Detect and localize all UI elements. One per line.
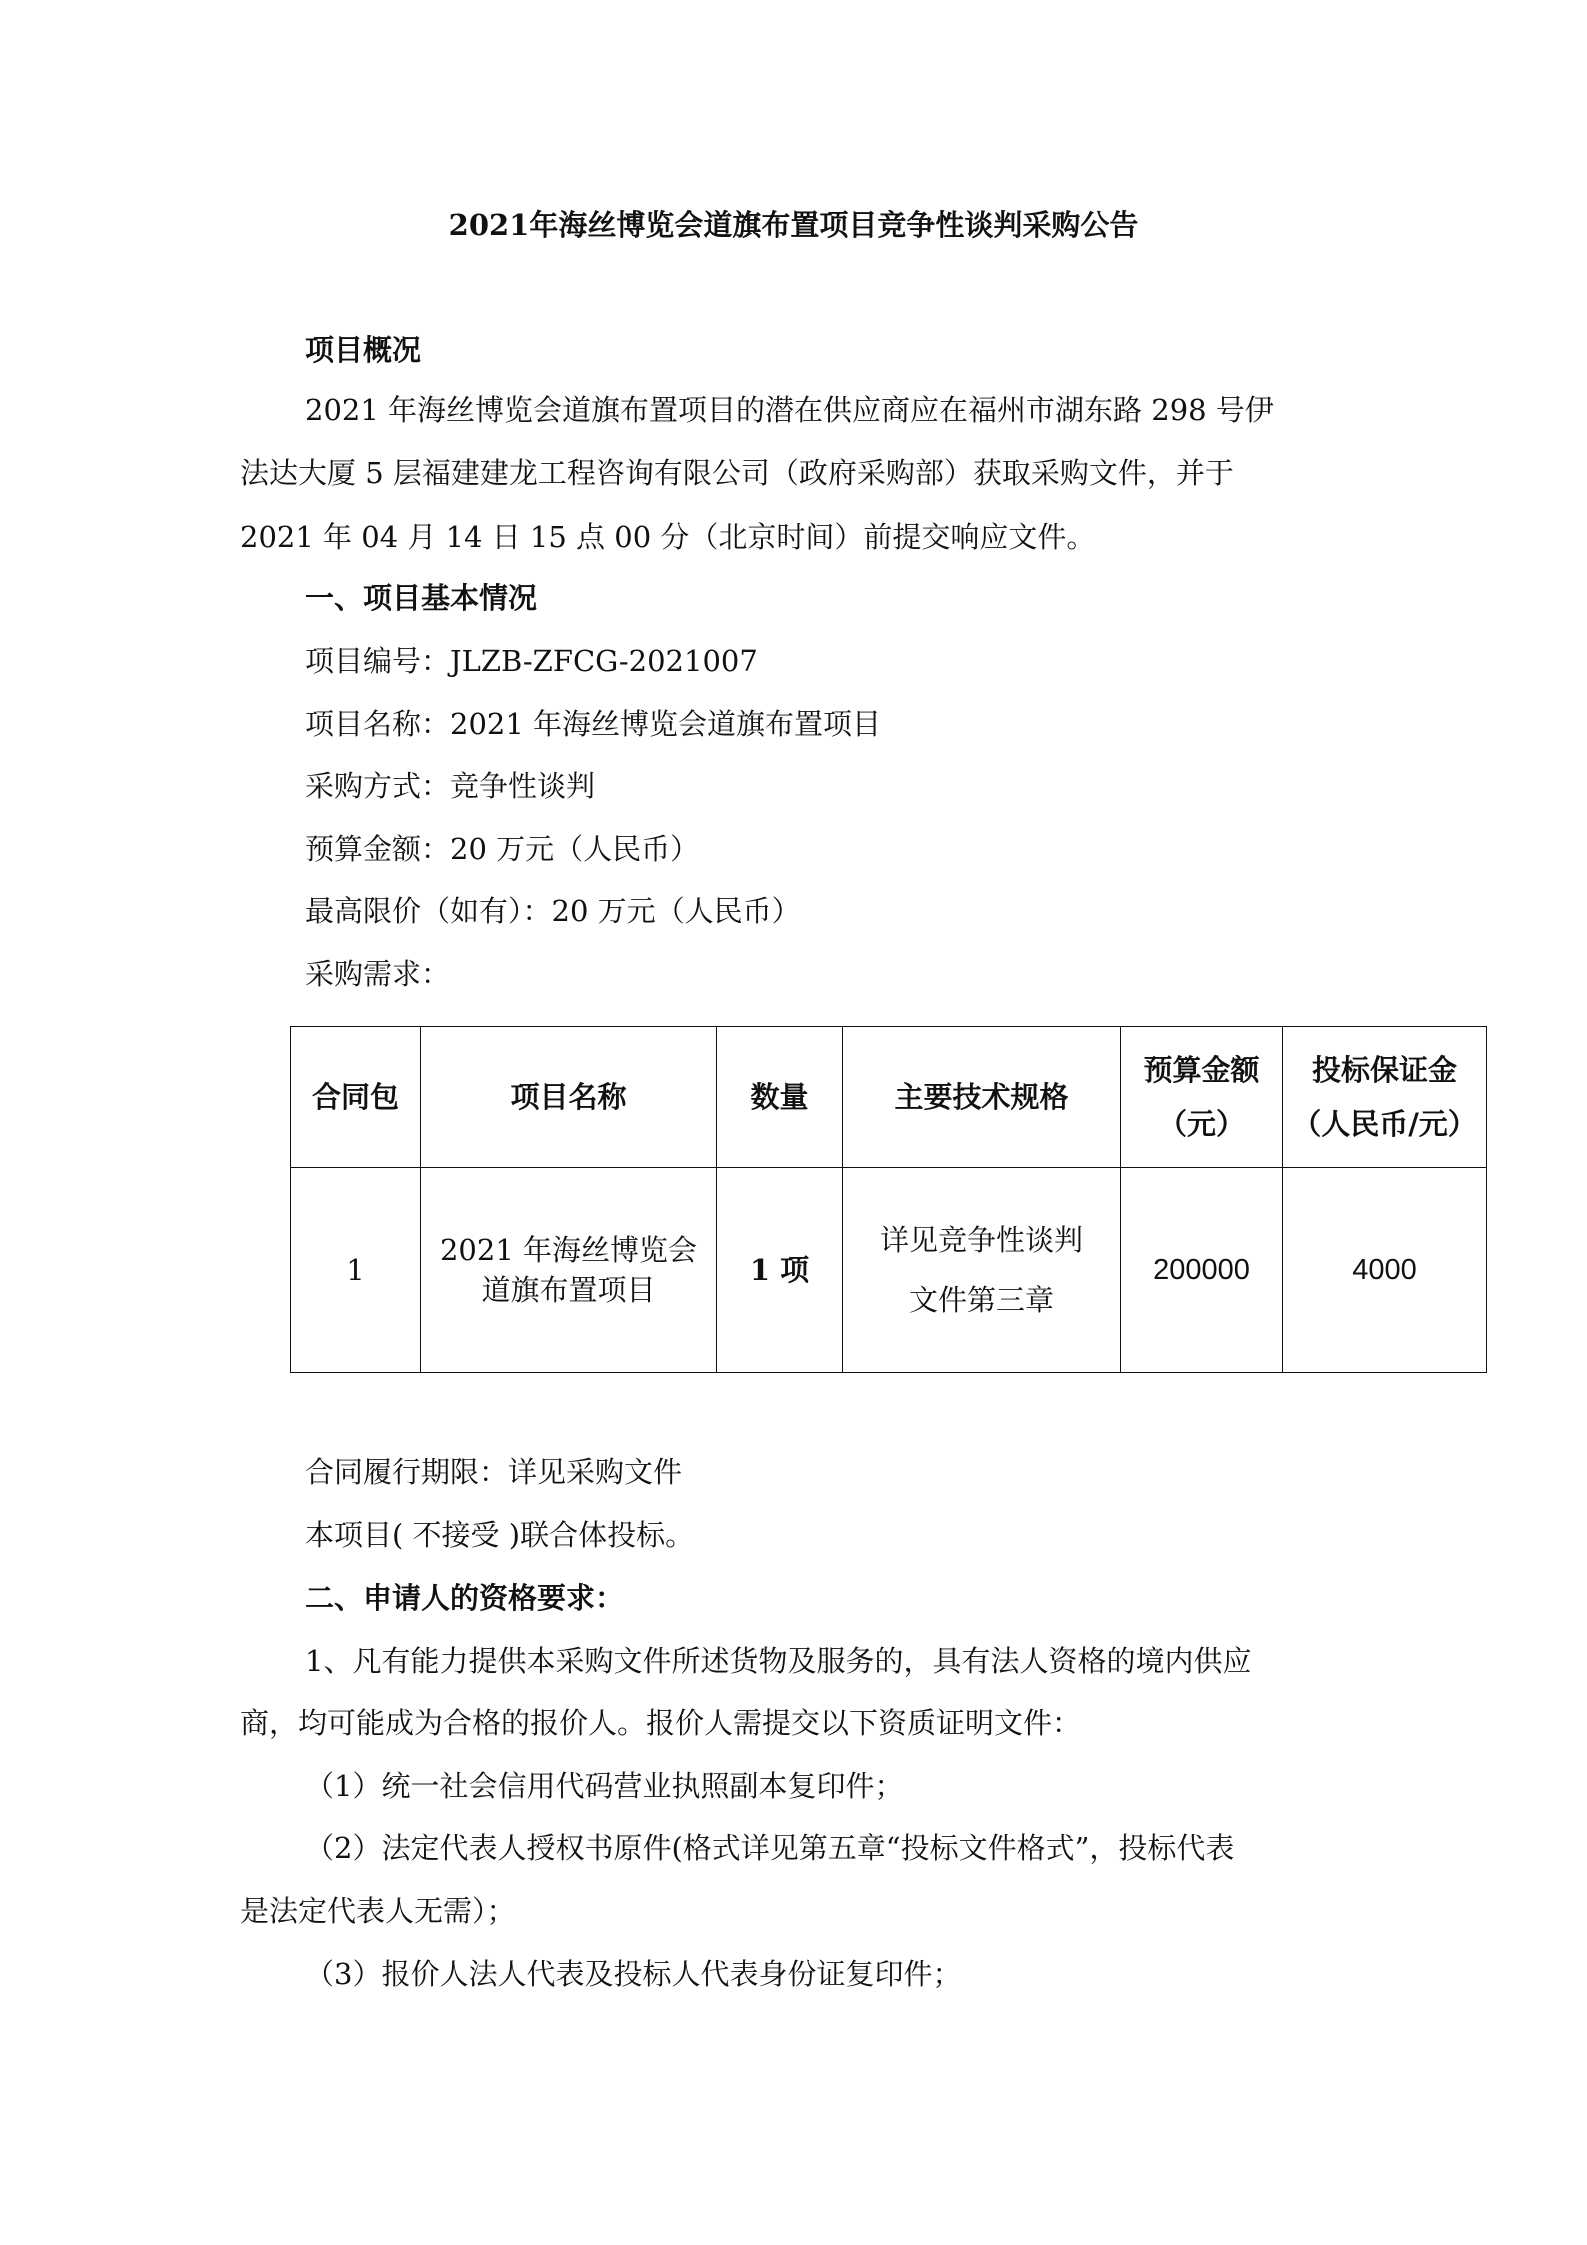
qualification-item-1: （1）统一社会信用代码营业执照副本复印件；: [305, 1769, 904, 1803]
cell-quantity: 1 项: [717, 1168, 843, 1373]
cell-budget: 200000: [1121, 1168, 1283, 1373]
qualification-item-2-line-2: 是法定代表人无需）；: [240, 1894, 516, 1928]
max-price: 最高限价（如有）：20 万元（人民币）: [305, 894, 801, 928]
cell-tech-spec-line-2: 文件第三章: [908, 1283, 1054, 1317]
section1-heading: 一、项目基本情况: [305, 581, 538, 615]
procurement-demand-label: 采购需求：: [305, 957, 451, 991]
qualification-item-2-line-1: （2）法定代表人授权书原件(格式详见第五章“投标文件格式”，投标代表: [305, 1831, 1235, 1865]
cell-project-name: [421, 1168, 717, 1373]
overview-heading: 项目概况: [305, 333, 422, 367]
header-budget-line-2: （元）: [1157, 1107, 1245, 1141]
cell-tech-spec-line-1: 详见竞争性谈判: [879, 1223, 1083, 1257]
qualification-line-2: 商，均可能成为合格的报价人。报价人需提交以下资质证明文件：: [240, 1706, 1082, 1740]
cell-package-number: 1: [291, 1168, 421, 1373]
header-contract-package: 合同包: [291, 1027, 421, 1168]
budget-amount: 预算金额：20 万元（人民币）: [305, 832, 700, 866]
cell-project-name-line-1: 2021 年海丝博览会: [439, 1233, 698, 1267]
consortium-note: 本项目( 不接受 )联合体投标。: [305, 1518, 695, 1552]
project-name: 项目名称：2021 年海丝博览会道旗布置项目: [305, 707, 882, 741]
header-deposit-line-2: （人民币/元）: [1292, 1107, 1477, 1141]
header-quantity: 数量: [717, 1027, 843, 1168]
cell-tech-spec: [843, 1168, 1121, 1373]
cell-project-name-line-2: 道旗布置项目: [481, 1273, 656, 1307]
contract-period: 合同履行期限：详见采购文件: [305, 1455, 683, 1489]
overview-line-1: 2021 年海丝博览会道旗布置项目的潜在供应商应在福州市湖东路 298 号伊: [305, 393, 1274, 427]
header-deposit-line-1: 投标保证金: [1311, 1053, 1457, 1087]
document-title: 2021年海丝博览会道旗布置项目竞争性谈判采购公告: [448, 208, 1139, 242]
header-project-name: 项目名称: [421, 1027, 717, 1168]
procurement-method: 采购方式：竞争性谈判: [305, 769, 596, 803]
section2-heading: 二、申请人的资格要求：: [305, 1581, 625, 1615]
cell-deposit: 4000: [1283, 1168, 1487, 1373]
qualification-line-1: 1、凡有能力提供本采购文件所述货物及服务的，具有法人资格的境内供应: [305, 1644, 1252, 1678]
qualification-item-3: （3）报价人法人代表及投标人代表身份证复印件；: [305, 1957, 962, 1991]
project-number: 项目编号：JLZB-ZFCG-2021007: [305, 644, 758, 678]
table-header-row: [291, 1027, 1487, 1168]
overview-line-2: 法达大厦 5 层福建建龙工程咨询有限公司（政府采购部）获取采购文件，并于: [240, 456, 1234, 490]
header-tech-spec: 主要技术规格: [843, 1027, 1121, 1168]
overview-line-3: 2021 年 04 月 14 日 15 点 00 分（北京时间）前提交响应文件。: [240, 520, 1096, 554]
header-budget: [1121, 1027, 1283, 1168]
requirements-table: [290, 1026, 1487, 1373]
table-row: [291, 1168, 1487, 1373]
header-budget-line-1: 预算金额: [1143, 1053, 1260, 1087]
header-deposit: [1283, 1027, 1487, 1168]
